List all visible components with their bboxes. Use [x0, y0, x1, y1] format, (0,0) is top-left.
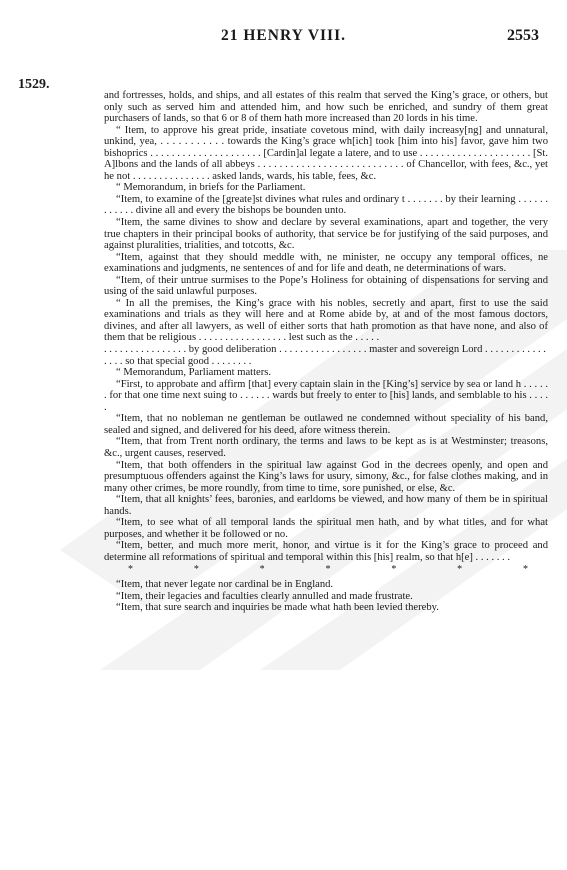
paragraph: “Item, the same divines to show and declare by several examinations, apart and together, the very true chapters in their principal books of authority, that service be for justifying of the said purposes, and against pluralities, trialities, and totcotts, &c. — [104, 217, 548, 252]
omission-asterisk: * — [457, 564, 463, 576]
paragraph: “Item, that both offenders in the spiritual law against God in the decrees openly, and open and presumptuous offenders against the King’s laws for usury, simony, &c., for false clothes making, and in many other crimes, be more roundly, from time to time, sore punished, or else, &c. — [104, 459, 548, 494]
paragraph: “ Memorandum, in briefs for the Parliament. — [116, 182, 306, 194]
body-text — [104, 90, 548, 614]
omission-marks — [128, 564, 528, 576]
paragraph: “ Item, to approve his great pride, insatiate covetous mind, with daily increasy[ng] and unnatural, unkind, yea, . . . . . . . . . . . towards the King’s grace wh[ich] took [him into his] favor, gave him two bishoprics . . . . . . . . . . . . . . . . . . . . . [Cardin]al legate a latere, and to use . . . . . . . . . . . . . . . . . . . . . [St. A]lbons and the lands of all abbeys . . . . . . . . . . . . . . . . . . . . . . . . . . . of Chancellor, with fees, &c., yet he not . . . . . . . . . . . . . . . asked lands, wards, his table, fees, &c. — [104, 124, 548, 182]
paragraph: and fortresses, holds, and ships, and all estates of this realm that served the King’s grace, or others, but only such as served him and attended him, and how such be enriched, and sundry of them great purchasers of lands, so that 6 or 8 of them hath more increased than 20 lords in his time. — [104, 90, 548, 125]
paragraph: “Item, that from Trent north ordinary, the terms and laws to be kept as is at Westminster; treasons, &c., urgent causes, reserved. — [104, 436, 548, 459]
paragraph: “First, to approbate and affirm [that] every captain slain in the [King’s] service by sea or land h . . . . . . for that one time next suing to . . . . . . wards but freely to enter to [his] lands, and semblable to his . . . . . — [104, 378, 548, 413]
paragraph: “ In all the premises, the King’s grace with his nobles, secretly and apart, first to use the said examinations and trials as they will here and at Rome abide by, at and of the most famous doctors, divines, and after all lawyers, as well of either sorts that hath promotion as that have none, and also of them that be religious . . . . . . . . . . . . . . . . . lest such as the . . . . . — [104, 297, 548, 344]
paragraph: “Item, that sure search and inquiries be made what hath been levied thereby. — [116, 602, 439, 614]
page-header — [0, 27, 567, 49]
omission-asterisk: * — [193, 564, 199, 576]
omission-asterisk: * — [391, 564, 397, 576]
closing-paragraph-list — [104, 579, 548, 614]
paragraph: “Item, against that they should meddle with, ne minister, ne occupy any temporal offices, ne examinations and judgments, ne sentences of and for life and death, ne determinations of wars. — [104, 251, 548, 275]
paragraph: “Item, that never legate nor cardinal be in England. — [116, 578, 334, 590]
paragraph: “Item, that no nobleman ne gentleman be outlawed ne condemned without speciality of his band, sealed and signed, and delivered for his deed, afore witness therein. — [104, 413, 548, 436]
paragraph: . . . . . . . . . . . . . . . . by good deliberation . . . . . . . . . . . . . . . . . master and sovereign Lord . . . . . . . . . . . . . . . . so that special good . . . . . . . . — [104, 344, 546, 367]
paragraph: “Item, to see what of all temporal lands the spiritual men hath, and by what titles, and for what purposes, and whether it be followed or no. — [104, 517, 548, 540]
paragraph: “Item, better, and much more merit, honor, and virtue is it for the King’s grace to proceed and determine all reformations of spiritual and temporal within this [his] realm, so that h[e] . . . . . . . — [104, 540, 548, 563]
paragraph: “Item, to examine of the [greate]st divines what rules and ordinary t . . . . . . . by their learning . . . . . . . . . . . . divine all and every the bishops be bounden unto. — [104, 193, 548, 217]
running-head: 21 HENRY VIII. — [221, 27, 346, 44]
omission-asterisk: * — [522, 564, 528, 576]
paragraph: “Item, of their untrue surmises to the Pope’s Holiness for obtaining of dispensations for serving and using of the said unlawful purposes. — [104, 274, 548, 298]
paragraph-list — [104, 90, 548, 563]
omission-asterisk: * — [259, 564, 265, 576]
omission-asterisk: * — [128, 564, 133, 576]
paragraph: “Item, their legacies and faculties clearly annulled and made frustrate. — [116, 590, 413, 602]
margin-year: 1529. — [18, 77, 50, 92]
omission-asterisk: * — [325, 564, 331, 576]
page-number: 2553 — [507, 27, 539, 44]
paragraph: “Item, that all knights’ fees, baronies, and earldoms be viewed, and how many of them be in spiritual hands. — [104, 494, 548, 517]
paragraph: “ Memorandum, Parliament matters. — [116, 367, 272, 379]
